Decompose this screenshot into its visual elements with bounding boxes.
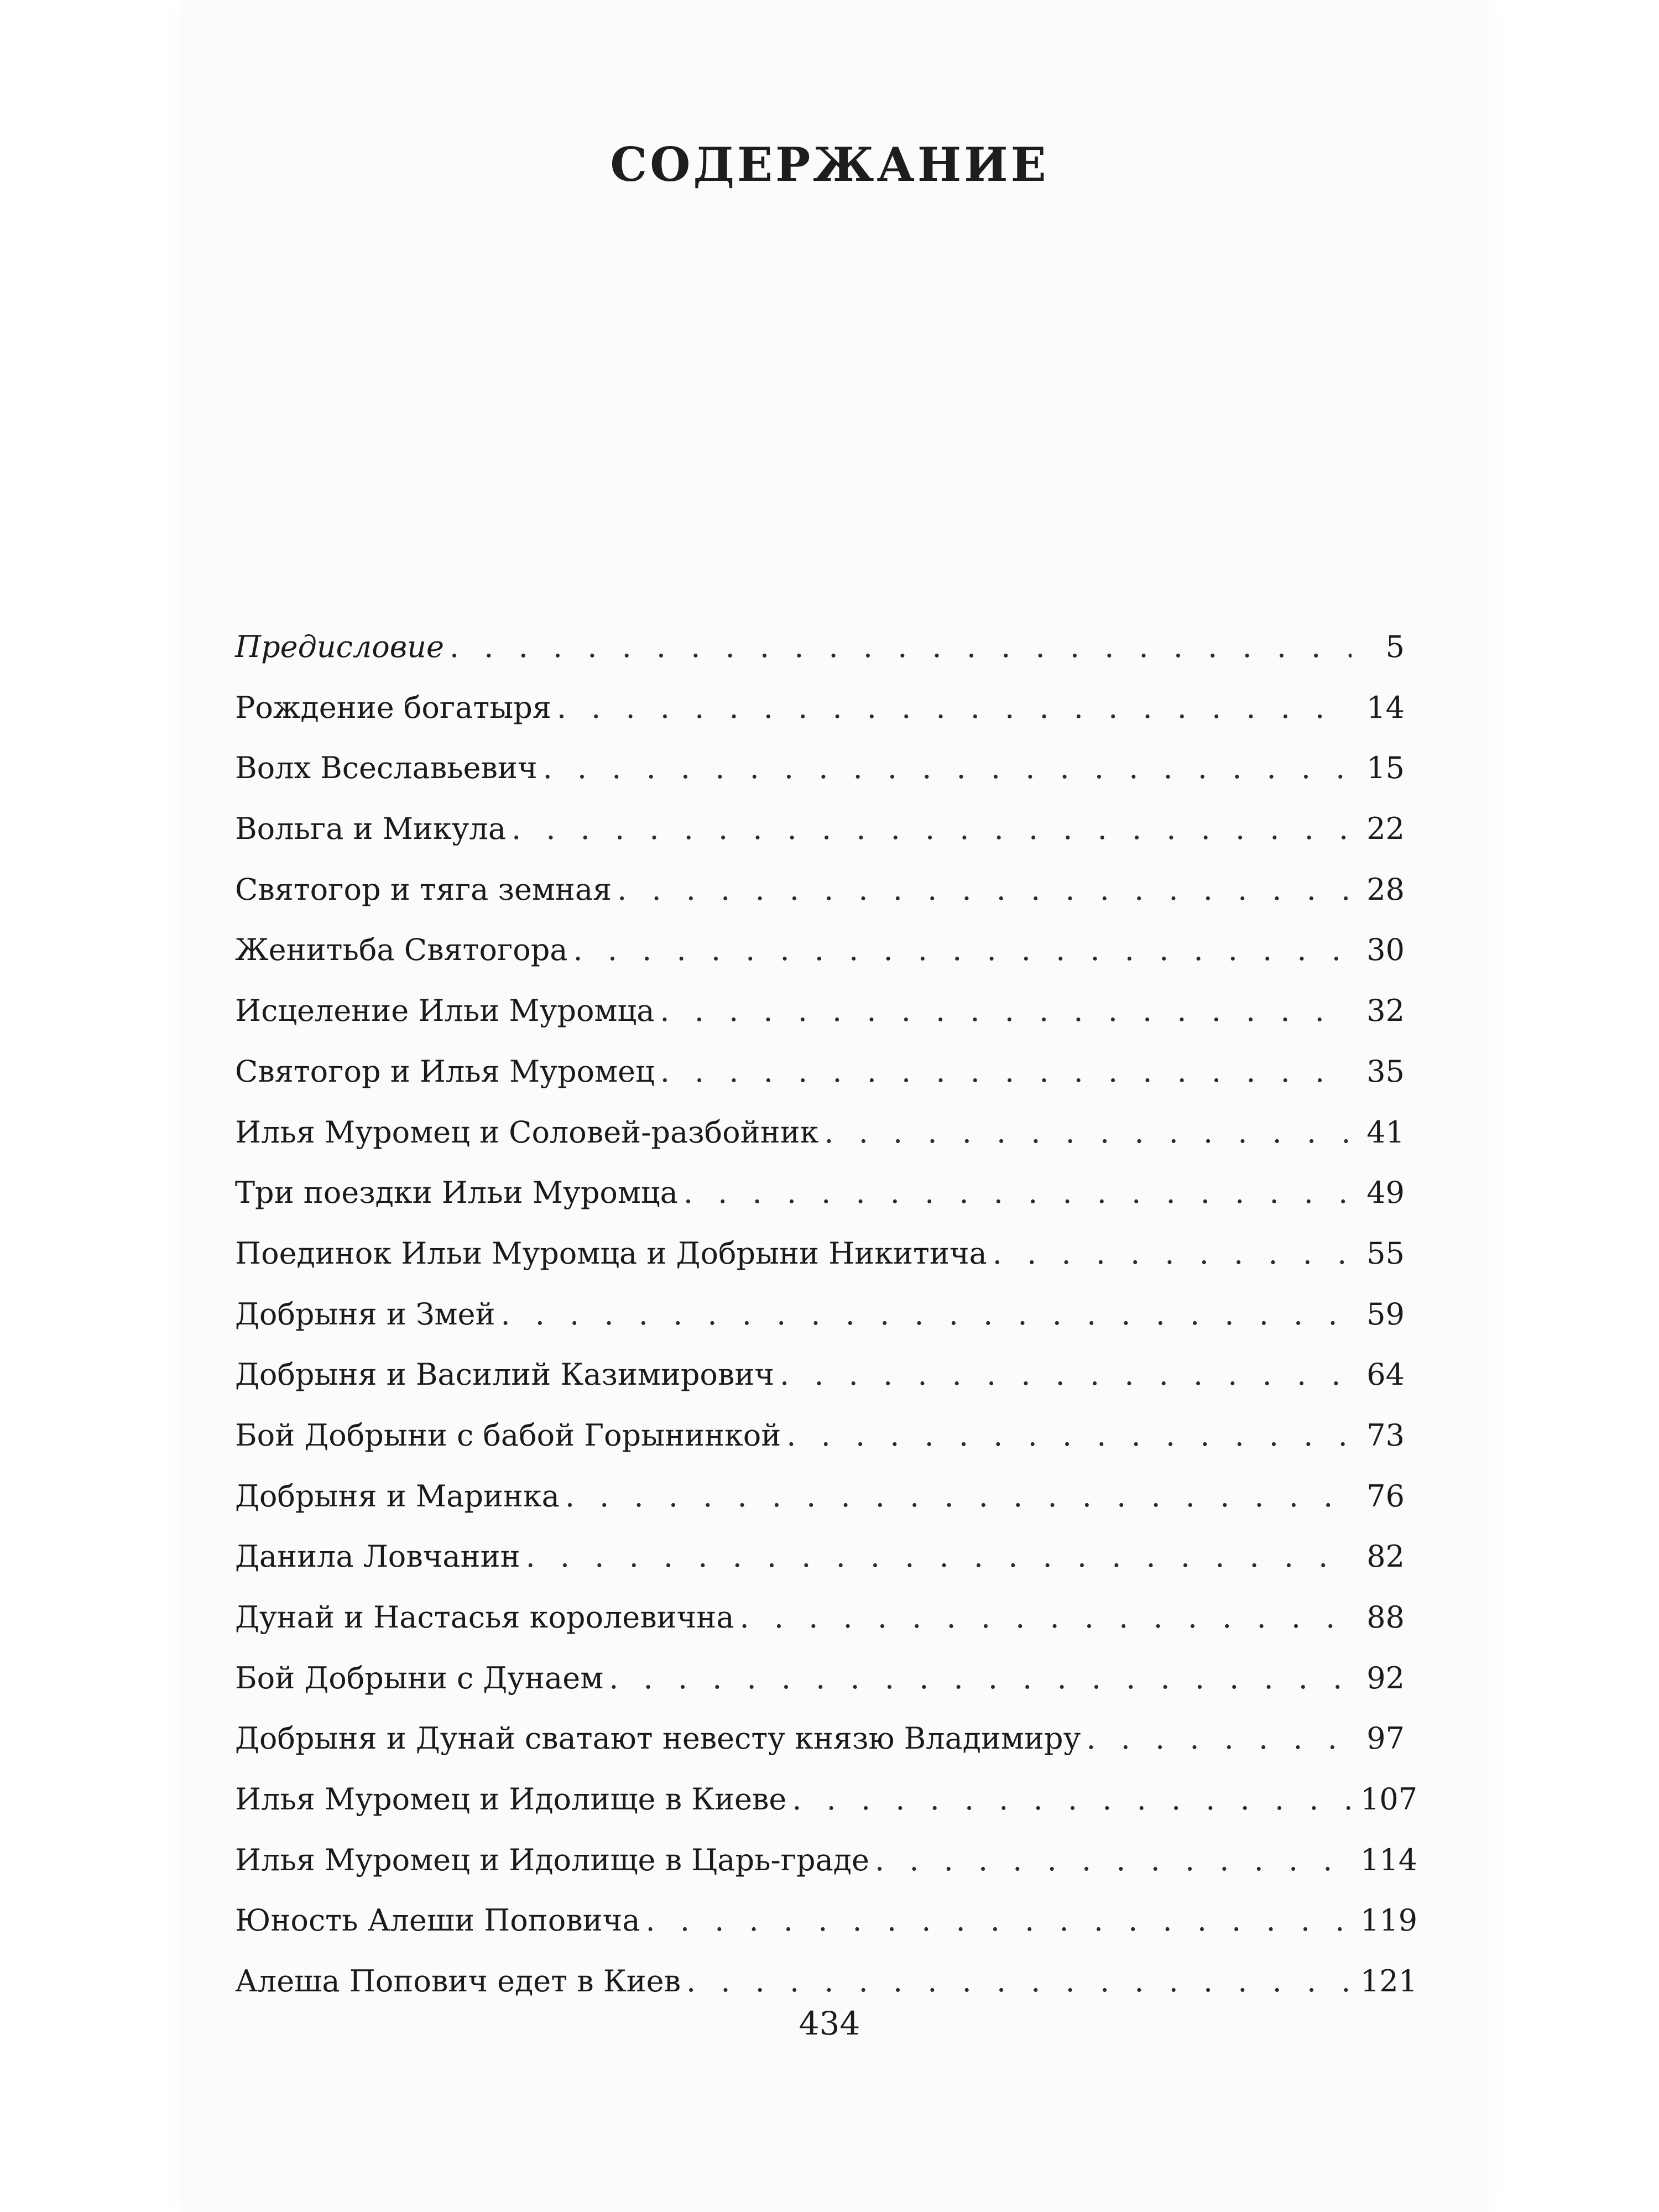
dot-leader <box>824 1102 1352 1163</box>
toc-entry-title: Добрыня и Василий Казимирович <box>235 1357 775 1392</box>
toc-entry <box>235 1951 1418 2012</box>
toc-entry <box>235 1041 1405 1102</box>
toc-entry-title: Вольга и Микула <box>235 811 507 847</box>
toc-entry-title: Добрыня и Маринка <box>235 1478 560 1514</box>
dot-leader <box>684 1162 1352 1223</box>
dot-leader <box>660 1041 1352 1102</box>
toc-entry <box>235 1284 1405 1345</box>
dot-leader <box>792 1769 1352 1830</box>
toc-entry-page: 121 <box>1360 1964 1418 1999</box>
dot-leader <box>660 980 1352 1041</box>
dot-leader <box>526 1526 1352 1587</box>
toc-entry-title: Рождение богатыря <box>235 690 551 725</box>
dot-leader <box>786 1405 1352 1466</box>
dot-leader <box>543 738 1352 799</box>
dot-leader <box>500 1284 1352 1345</box>
dot-leader <box>740 1587 1352 1648</box>
toc-entry-title: Илья Муромец и Идолище в Царь-граде <box>235 1842 869 1877</box>
dot-leader <box>512 799 1352 859</box>
toc-entry-title: Юность Алеши Поповича <box>235 1903 640 1938</box>
toc-entry-page: 49 <box>1366 1175 1405 1211</box>
toc-entry <box>235 1648 1405 1709</box>
toc-entry-page: 5 <box>1385 629 1405 664</box>
toc-entry-title: Святогор и тяга земная <box>235 872 612 907</box>
toc-entry <box>235 738 1405 799</box>
toc-entry <box>235 1162 1405 1223</box>
toc-entry-title: Предисловие <box>235 629 444 664</box>
toc-entry-title: Илья Муромец и Соловей-разбойник <box>235 1114 819 1150</box>
toc-entry <box>235 1708 1405 1769</box>
toc-entry-page: 82 <box>1366 1539 1405 1574</box>
dot-leader <box>780 1344 1352 1405</box>
dot-leader <box>686 1951 1352 2012</box>
toc-entry-page: 35 <box>1366 1053 1405 1089</box>
toc-entry <box>235 1587 1405 1648</box>
toc-entry <box>235 617 1405 677</box>
toc-entry-page: 15 <box>1366 750 1405 786</box>
toc-entry-title: Бой Добрыни с Дунаем <box>235 1660 604 1695</box>
dot-leader <box>450 617 1352 677</box>
toc-entry <box>235 677 1405 738</box>
toc-entry-title: Святогор и Илья Муромец <box>235 1053 655 1089</box>
toc-entry <box>235 920 1405 980</box>
dot-leader <box>875 1830 1352 1891</box>
toc-entry-title: Алеша Попович едет в Киев <box>235 1964 681 1999</box>
toc-entry-page: 73 <box>1366 1417 1405 1453</box>
toc-entry <box>235 1890 1418 1951</box>
toc-entry-page: 22 <box>1366 811 1405 847</box>
dot-leader <box>557 677 1352 738</box>
toc-entry-title: Исцеление Ильи Муромца <box>235 993 655 1029</box>
toc-entry-page: 88 <box>1366 1600 1405 1635</box>
toc-entry <box>235 1405 1405 1466</box>
dot-leader <box>617 859 1352 920</box>
toc-entry <box>235 1344 1405 1405</box>
table-of-contents <box>235 617 1418 2012</box>
page-number: 434 <box>799 2005 860 2042</box>
toc-entry-page: 76 <box>1366 1478 1405 1514</box>
toc-entry-title: Добрыня и Змей <box>235 1296 495 1332</box>
dot-leader <box>1086 1708 1352 1769</box>
toc-entry-page: 14 <box>1366 690 1405 725</box>
toc-entry-title: Поединок Ильи Муромца и Добрыни Никитича <box>235 1235 987 1271</box>
toc-entry-title: Илья Муромец и Идолище в Киеве <box>235 1782 787 1817</box>
dot-leader <box>609 1648 1352 1709</box>
toc-entry-page: 55 <box>1366 1235 1405 1271</box>
toc-entry-page: 28 <box>1366 872 1405 907</box>
toc-entry <box>235 1223 1405 1284</box>
toc-entry-title: Данила Ловчанин <box>235 1539 520 1574</box>
toc-entry-title: Бой Добрыни с бабой Горынинкой <box>235 1417 781 1453</box>
toc-entry-title: Женитьба Святогора <box>235 932 568 968</box>
toc-entry-page: 119 <box>1360 1903 1418 1938</box>
toc-entry <box>235 1830 1418 1891</box>
toc-entry-page: 64 <box>1366 1357 1405 1392</box>
toc-entry-page: 92 <box>1366 1660 1405 1695</box>
toc-entry-title: Волх Всеславьевич <box>235 750 538 786</box>
toc-entry <box>235 799 1405 859</box>
toc-entry <box>235 1466 1405 1527</box>
toc-entry-title: Добрыня и Дунай сватают невесту князю Владимиру <box>235 1721 1081 1756</box>
toc-entry-page: 41 <box>1366 1114 1405 1150</box>
toc-entry-page: 107 <box>1360 1782 1418 1817</box>
toc-entry <box>235 1769 1418 1830</box>
toc-entry-page: 32 <box>1366 993 1405 1029</box>
page-title: СОДЕРЖАНИЕ <box>610 137 1049 192</box>
toc-entry-title: Три поездки Ильи Муромца <box>235 1175 678 1211</box>
toc-entry <box>235 1102 1405 1163</box>
toc-entry-page: 30 <box>1366 932 1405 968</box>
toc-entry-page: 97 <box>1366 1721 1405 1756</box>
dot-leader <box>993 1223 1352 1284</box>
toc-entry-page: 59 <box>1366 1296 1405 1332</box>
toc-entry-page: 114 <box>1360 1842 1418 1877</box>
toc-entry <box>235 1526 1405 1587</box>
toc-entry-title: Дунай и Настасья королевична <box>235 1600 734 1635</box>
toc-entry <box>235 980 1405 1041</box>
dot-leader <box>646 1890 1352 1951</box>
dot-leader <box>565 1466 1352 1527</box>
dot-leader <box>573 920 1352 980</box>
toc-entry <box>235 859 1405 920</box>
